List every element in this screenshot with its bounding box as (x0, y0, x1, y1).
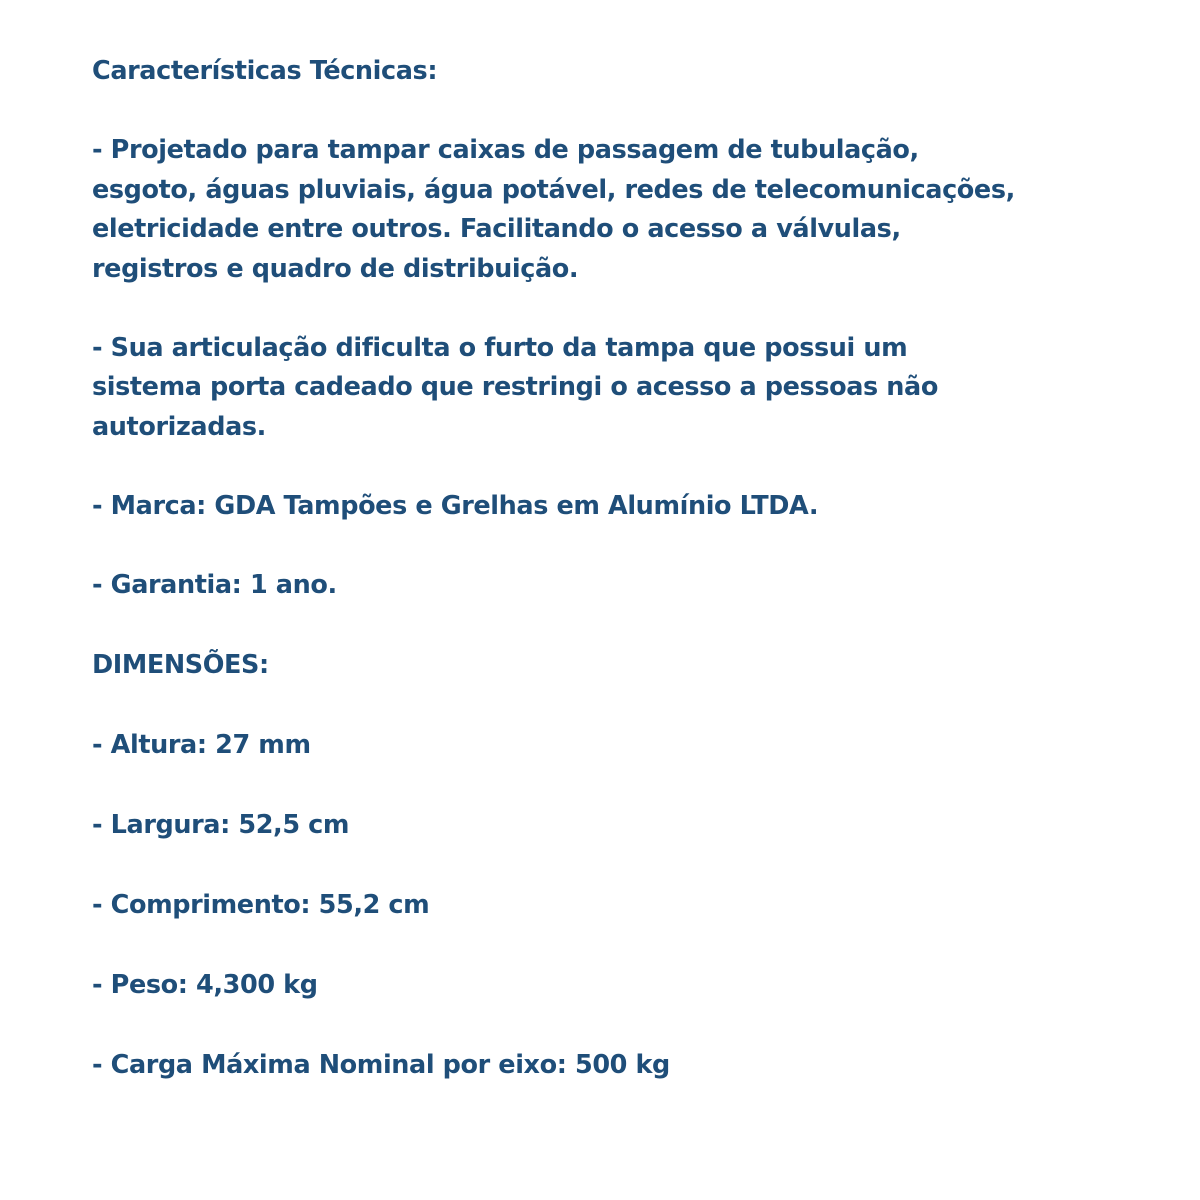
spacer (92, 925, 1152, 966)
brand-line: - Marca: GDA Tampões e Grelhas em Alumínio LTDA. (92, 490, 819, 521)
paragraph-line: - Projetado para tampar caixas de passagem de tubulação, (92, 135, 919, 165)
spacer (92, 845, 1152, 886)
dimension-length: - Comprimento: 55,2 cm (92, 889, 430, 920)
paragraph-line: sistema porta cadeado que restringi o acesso a pessoas não (92, 372, 938, 402)
section-heading-dimensions: DIMENSÕES: (92, 649, 269, 680)
paragraph-line: eletricidade entre outros. Facilitando o acesso a válvulas, (92, 214, 901, 244)
spacer (92, 447, 1152, 487)
warranty-line: - Garantia: 1 ano. (92, 569, 337, 600)
spec-document (92, 52, 1152, 1085)
dimension-weight: - Peso: 4,300 kg (92, 969, 318, 1000)
spacer (92, 289, 1152, 329)
spacer (92, 1005, 1152, 1046)
spacer (92, 765, 1152, 806)
paragraph-security (92, 329, 1152, 448)
dimension-height: - Altura: 27 mm (92, 729, 311, 760)
dimension-max-load: - Carga Máxima Nominal por eixo: 500 kg (92, 1049, 670, 1080)
paragraph-line: - Sua articulação dificulta o furto da tampa que possui um (92, 332, 908, 363)
dimension-width: - Largura: 52,5 cm (92, 809, 350, 840)
section-heading-technical: Características Técnicas: (92, 56, 438, 86)
spacer (92, 685, 1152, 726)
paragraph-line: registros e quadro de distribuição. (92, 253, 579, 284)
paragraph-purpose (92, 131, 1152, 289)
spacer (92, 605, 1152, 646)
paragraph-line: autorizadas. (92, 411, 266, 442)
spacer (92, 526, 1152, 566)
paragraph-line: esgoto, águas pluviais, água potável, redes de telecomunicações, (92, 174, 1015, 205)
spacer (92, 92, 1152, 132)
